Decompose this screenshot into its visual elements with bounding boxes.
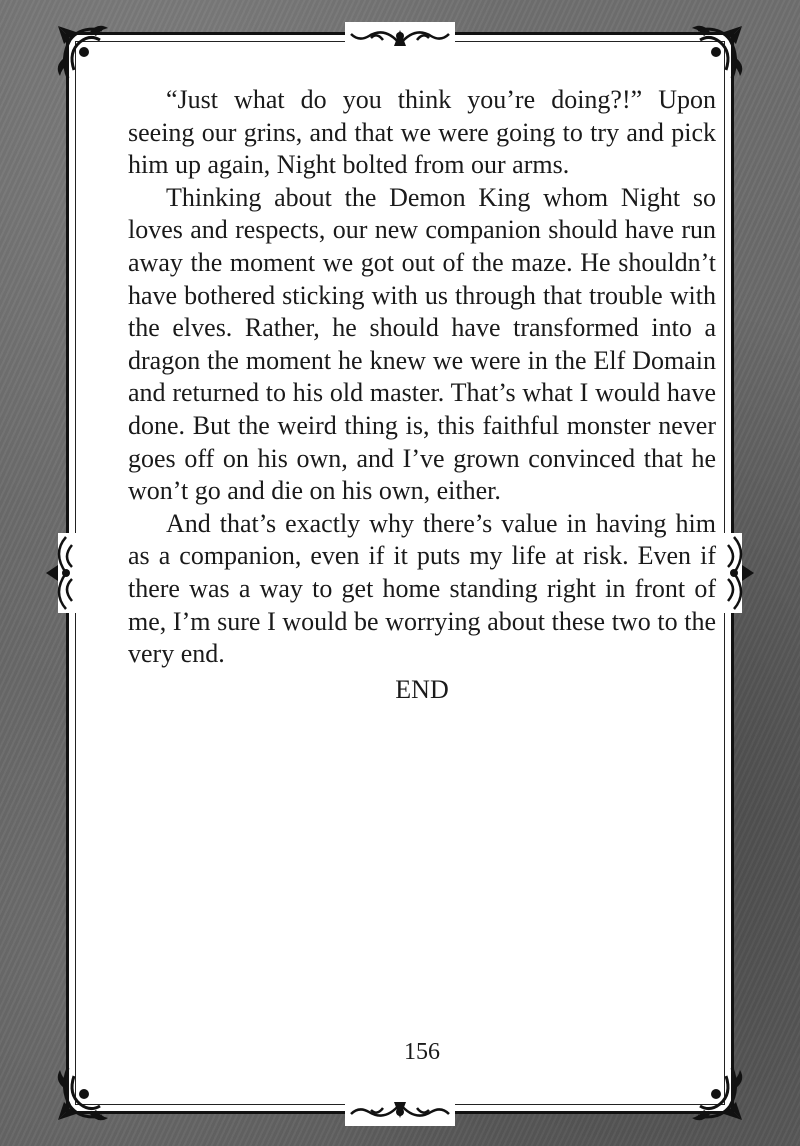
scroll-flourish-icon	[345, 1096, 455, 1126]
body-text	[128, 84, 716, 671]
paragraph: “Just what do you think you’re doing?!” Upon seeing our grins, and that we were going to try and pick him up again, Night bolted from our arms.	[128, 85, 716, 180]
ornate-corner-icon	[680, 18, 750, 88]
paragraph: And that’s exactly why there’s value in having him as a companion, even if it puts my life at risk. Even if there was a way to get home standing right in front of me, I’m sure I would be worrying about these two to the very end.	[128, 508, 716, 669]
ornate-corner-icon	[680, 1058, 750, 1128]
side-scroll-icon	[720, 533, 756, 613]
paragraph: Thinking about the Demon King whom Night so loves and respects, our new companion should have run away the moment we got out of the maze. He shouldn’t have bothered sticking with us through that trouble with the elves. Rather, he should have transformed into a dragon the moment he knew we were in the Elf Domain and returned to his old master. That’s what I would have done. But the weird thing is, this faithful monster never goes off on his own, and I’ve grown convinced that he won’t go and die on his own, either.	[128, 182, 716, 506]
ornate-corner-icon	[50, 18, 120, 88]
side-scroll-icon	[44, 533, 80, 613]
scroll-flourish-icon	[345, 22, 455, 52]
ornate-corner-icon	[50, 1058, 120, 1128]
end-marker: END	[395, 675, 449, 704]
page-number: 156	[404, 1039, 440, 1065]
